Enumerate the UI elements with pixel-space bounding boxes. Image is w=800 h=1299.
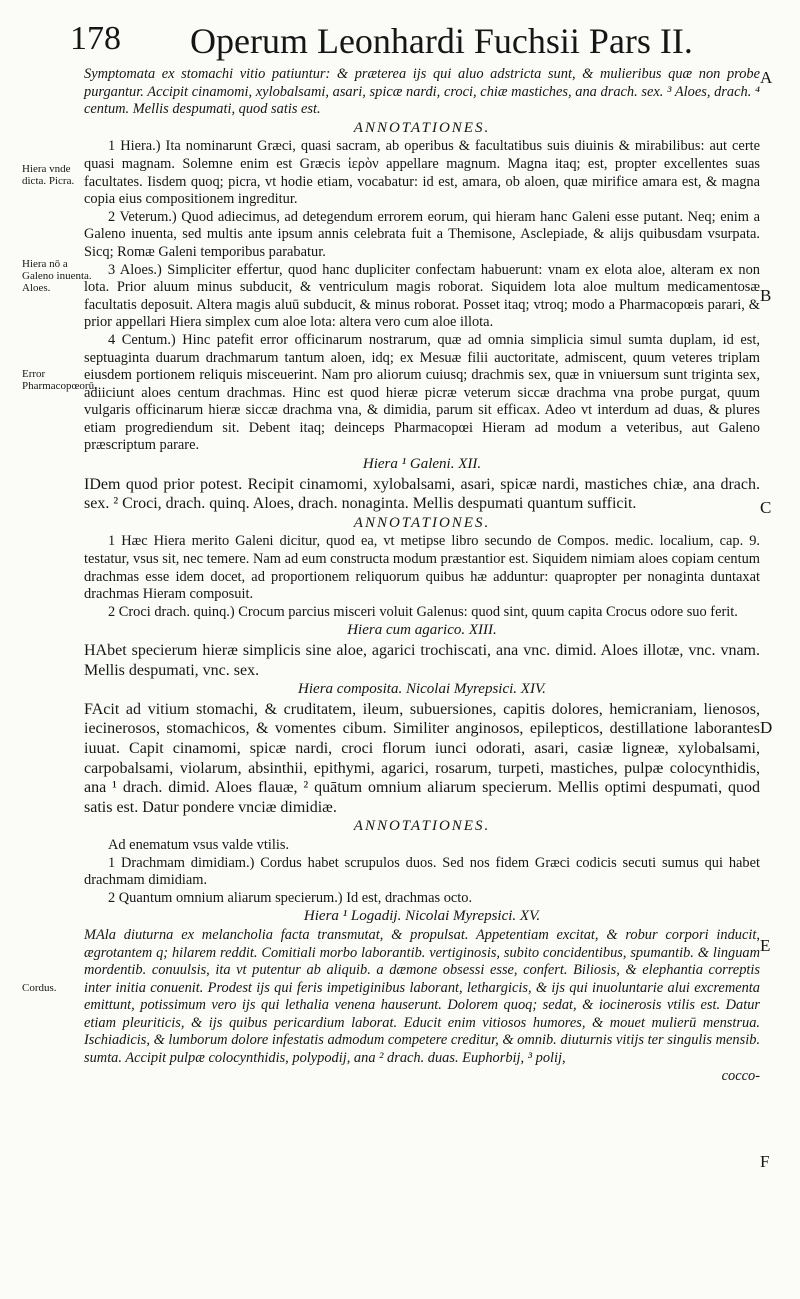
recipe-paragraph: FAcit ad vitium stomachi, & cruditatem, ileum, subuersiones, capitis dolores, hemicraniam, lienosos, iecinerosos, stomachicos, & vomentes cibum. Similiter anginosos, epilepticos, destillatione laborantes iuuat. Capit cinamomi, spicæ nardi, croci florum iunci odorati, asari, casiæ ligneæ, xylobalsami, carpobalsami, violarum, absinthii, epithymi, agarici, rosarum, turpeti, mastiches, pulpæ colocynthidis, ana ¹ drach. dimid. Aloes flauæ, ² quātum omnium aliarum specierum. Mellis optimi despumati, quod satis est. Datur pondere vnciæ dimidiæ. [84,700,760,816]
margin-note: Cordus. [22,982,57,994]
recipe-paragraph: HAbet specierum hieræ simplicis sine aloe, agarici trochiscati, ana vnc. dimid. Aloes illotæ, vnc. vnam. Mellis despumati, vnc. sex. [84,642,760,679]
margin-letter: A [760,68,773,87]
note-paragraph: 2 Quantum omnium aliarum specierum.) Id est, drachmas octo. [108,889,473,906]
margin-letter: B [760,286,772,305]
page-number: 178 [70,20,121,57]
margin-letter: D [760,718,773,737]
margin-note: Hiera vnde dicta. Picra. [22,163,75,187]
margin-note: Hiera nō a Galeno inuenta. Aloes. [22,258,92,294]
section-title: Hiera composita. Nicolai Myrepsici. XIV. [298,681,546,698]
note-paragraph: 1 Hiera.) Ita nominarunt Græci, quasi sacram, ab operibus & facultatibus suis diuinis & mirabilibus: aut certe quasi magnam. Solemne enim est Græcis ἱερὸν appellare magnum. Magna itaq; est, propter excellentes suas facultates. Iisdem quoq; picra, vt hodie etiam, vocabatur: id est, amara, ob aloen, quæ mirifice amara est, & magna copia eius compositionem ingreditur. [84,138,760,208]
running-title: Operum Leonhardi Fuchsii Pars II. [190,21,693,61]
section-title: Hiera cum agarico. XIII. [347,622,497,639]
note-paragraph: 3 Aloes.) Simpliciter effertur, quod hanc dupliciter confectam habuerunt: vnam ex elota aloe, alteram ex non lota. Prior aluum minus subducit, & ventriculum magis roborat. Siquidem lota aloe multum medicamentosæ facultatis deposuit. Altera magis aluū subducit, & minus roborat. Posset itaq; vtroq; modo a Pharmacopœis parari, & prior appellari Hiera simplex cum aloe lota: altera vero cum aloe illota. [84,261,760,331]
annotationes-heading: ANNOTATIONES. [353,119,491,136]
margin-letter: E [760,936,771,955]
annotationes-heading: ANNOTATIONES. [353,818,491,835]
section-title: Hiera ¹ Galeni. XII. [362,456,482,473]
recipe-paragraph: MAla diuturna ex melancholia facta transmutat, & propulsat. Appetentiam excitat, & robur corpori inducit, ægrotantem q; hilarem reddit. Comitiali morbo laborantib. vertiginosis, subito concidentibus, spumantib. & linguam mordentib. conuulsis, ita vt putentur ab aliquib. a dæmone obsessi esse, confert. Biliosis, & elephantia correptis inter initia conuenit. Prodest ijs qui feris impetiginibus laborant, lethargicis, & ijs qui inuoluntarie alui excrementa emittunt, potissimum vero ijs qui lethalia venena hauserunt. Dolorem quoq; sedat, & iocinerosis vtilis est. Datur etiam pleuriticis, & ijs quibus pericardium laborat. Educit enim vitiosos humores, & mouet mulierū menstrua. Ischiadicis, & lumborum dolore infestatis admodum competere creditur, & omnib. diuturnis vitijs ter singulis mensib. sumta. Accipit pulpæ colocynthidis, polypodij, ana ² drach. duas. Euphorbij, ³ polij, [84,926,760,1067]
intro-paragraph: Symptomata ex stomachi vitio patiuntur: & præterea ijs qui aluo adstricta sunt, & mulieribus quæ non probe purgantur. Accipit cinamomi, xylobalsami, asari, spicæ nardi, croci, chiæ mastiches, ana drach. sex. ³ Aloes, drach. ⁴ centum. Mellis despumati, quod satis est. [84,66,760,118]
catchword: cocco- [721,1067,760,1084]
annotationes-heading: ANNOTATIONES. [353,514,491,531]
margin-note: Error Pharmacopœorū. [22,368,97,392]
note-paragraph: Ad enematum vsus valde vtilis. [108,836,290,853]
note-paragraph: 2 Croci drach. quinq.) Crocum parcius misceri voluit Galenus: quod sint, quum capita Crocus odore suo ferit. [108,603,738,620]
margin-letter: F [760,1152,770,1171]
page-header [70,14,710,66]
text-body [84,66,760,1085]
note-paragraph: 1 Hæc Hiera merito Galeni dicitur, quod ea, vt metipse libro secundo de Compos. medic. localium, cap. 9. testatur, vsus sit, nec temere. Nam ad eum constructa modum præstantior est. Siquidem nimiam aloes copiam centum drachmas esse idem docet, ad proportionem reliquorum quibus hæ adduntur: quapropter per nonaginta duntaxat drachmas Hieram composuit. [84,533,760,603]
recipe-paragraph: IDem quod prior potest. Recipit cinamomi, xylobalsami, asari, spicæ nardi, mastiches chiæ, ana drach. sex. ² Croci, drach. quinq. Aloes, drach. nonaginta. Mellis despumati quantum sufficit. [84,475,760,513]
note-paragraph: 4 Centum.) Hinc patefit error officinarum nostrarum, quæ ad omnia simplicia simul sumta duplam, id est, septuaginta duarum drachmarum tantum aloen, idq; ex Mesuæ filii auctoritate, admiscent, quum veteres triplam eiusdem portionem reliquis misceuerint. Nam pro aliorum cuiusq; drachmis sex, quæ in vniuersum sunt triginta sex, adiiciunt aloes centum drachmas. Hinc est quod hieræ picræ veterum siccæ drachma vna probe purgat, quum vulgaris officinarum hieræ siccæ drachma vna, & dimidia, parum sit efficax. Adeo vt interdum ad duas, & plures etiam progrediendum sit. Debent itaq; deinceps Pharmacopœi Hieram ad modum a veteribus, aut Galeno præscriptum parare. [84,331,760,454]
margin-letter: C [760,498,772,517]
note-paragraph: 1 Drachmam dimidiam.) Cordus habet scrupulos duos. Sed nos fidem Græci codicis secuti sumus qui habet drachmam dimidiam. [84,854,760,889]
section-title: Hiera ¹ Logadij. Nicolai Myrepsici. XV. [303,908,541,925]
note-paragraph: 2 Veterum.) Quod adiecimus, ad detegendum errorem eorum, qui hieram hanc Galeni esse putant. Neq; enim a Galeno inuenta, sed multis ante ipsum annis celebrata fuit a Themisone, Asclepiade, & alijs quibusdam vsurpata. Sicq; Romæ Galeni temporibus parabatur. [84,208,760,260]
